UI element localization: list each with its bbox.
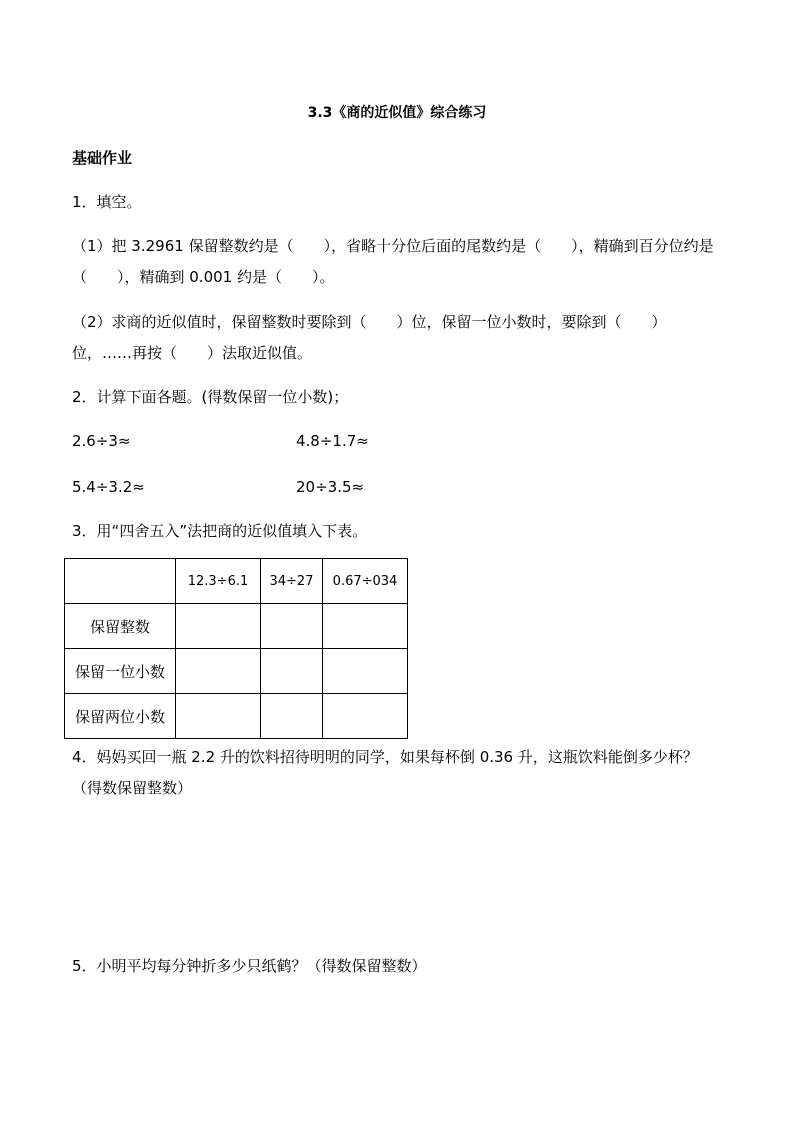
q2-item: 4.8÷1.7≈ — [296, 432, 369, 450]
approximation-table — [64, 558, 408, 739]
q4-line2: （得数保留整数） — [72, 779, 193, 797]
q1-part2-line1: （2）求商的近似值时，保留整数时要除到（ ）位，保留一位小数时，要除到（ ） — [72, 313, 667, 331]
q5-text: 5．小明平均每分钟折多少只纸鹤？（得数保留整数） — [72, 957, 427, 975]
row-label: 保留两位小数 — [65, 694, 176, 739]
q2-heading: 2．计算下面各题。(得数保留一位小数)； — [72, 388, 349, 406]
table-header-cell — [65, 559, 176, 604]
q2-item: 5.4÷3.2≈ — [72, 478, 145, 496]
answer-cell[interactable] — [323, 604, 408, 649]
answer-cell[interactable] — [261, 604, 323, 649]
q1-heading: 1．填空。 — [72, 193, 142, 211]
row-label: 保留整数 — [65, 604, 176, 649]
q2-item: 2.6÷3≈ — [72, 432, 131, 450]
page-title: 3.3《商的近似值》综合练习 — [307, 105, 487, 121]
table-header-row — [65, 559, 408, 604]
answer-cell[interactable] — [176, 604, 261, 649]
table-row — [65, 649, 408, 694]
table-header-cell: 12.3÷6.1 — [176, 559, 261, 604]
q2-item: 20÷3.5≈ — [296, 478, 365, 496]
table-row — [65, 604, 408, 649]
q1-part1-line1: （1）把 3.2961 保留整数约是（ ），省略十分位后面的尾数约是（ ），精确到百分位约是 — [72, 237, 714, 255]
section-heading: 基础作业 — [72, 149, 133, 167]
answer-cell[interactable] — [323, 649, 408, 694]
table-row — [65, 694, 408, 739]
answer-cell[interactable] — [176, 694, 261, 739]
answer-cell[interactable] — [261, 649, 323, 694]
q3-heading: 3．用“四舍五入”法把商的近似值填入下表。 — [72, 522, 368, 540]
answer-cell[interactable] — [261, 694, 323, 739]
q1-part1-line2: （ ），精确到 0.001 约是（ ）。 — [72, 268, 335, 286]
answer-cell[interactable] — [176, 649, 261, 694]
table-header-cell: 34÷27 — [261, 559, 323, 604]
q1-part2-line2: 位，……再按（ ）法取近似值。 — [72, 344, 313, 362]
q4-line1: 4．妈妈买回一瓶 2.2 升的饮料招待明明的同学，如果每杯倒 0.36 升，这瓶饮料能倒多少杯？ — [72, 748, 698, 766]
answer-cell[interactable] — [323, 694, 408, 739]
table-header-cell: 0.67÷034 — [323, 559, 408, 604]
row-label: 保留一位小数 — [65, 649, 176, 694]
